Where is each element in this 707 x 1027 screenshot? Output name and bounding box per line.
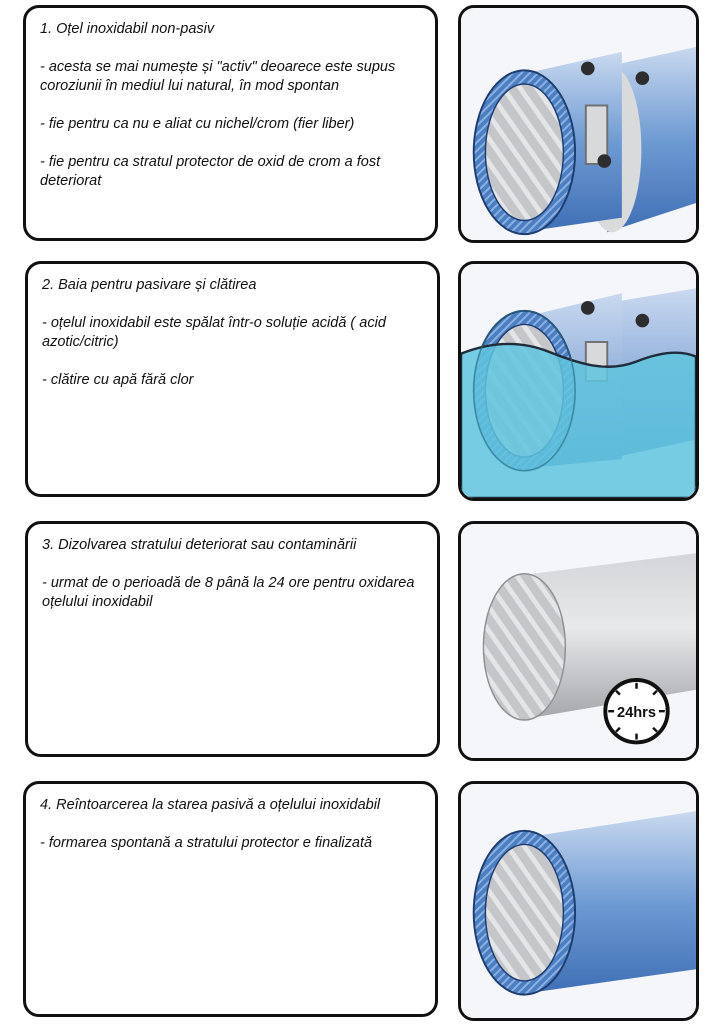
step-3-title: 3. Dizolvarea stratului deteriorat sau contaminării: [42, 537, 357, 553]
passivated-pipe-illustration: [461, 784, 696, 1018]
step-1-point-1: - acesta se mai numește și "activ" deoarece este supus coroziunii în mediul lui natural, în mod spontan: [40, 59, 396, 94]
step-1-text-card: [23, 5, 438, 241]
pipe-in-acid-bath-illustration: [461, 264, 696, 498]
step-3-illustration: [458, 521, 699, 761]
step-2-point-1: - oțelul inoxidabil este spălat într-o soluție acidă ( acid azotic/citric): [42, 315, 386, 350]
step-3-point-1: - urmat de o perioadă de 8 până la 24 ore pentru oxidarea oțelului inoxidabil: [42, 575, 415, 610]
step-4-text-card: [23, 781, 438, 1017]
corroded-pipe-illustration: [461, 8, 696, 240]
steel-rod-oxidation-illustration: [461, 524, 696, 758]
step-1-point-2: - fie pentru ca nu e aliat cu nichel/crom (fier liber): [40, 116, 355, 132]
step-1-point-3: - fie pentru ca stratul protector de oxid de crom a fost deteriorat: [40, 154, 381, 189]
step-2-point-2: - clătire cu apă fără clor: [42, 372, 194, 388]
step-4-point-1: - formarea spontană a stratului protector e finalizată: [40, 835, 373, 851]
step-2-text-card: [25, 261, 440, 497]
step-4-title: 4. Reîntoarcerea la starea pasivă a oțelului inoxidabil: [40, 797, 381, 813]
step-3-text-card: [25, 521, 440, 757]
step-1-title: 1. Oțel inoxidabil non-pasiv: [40, 21, 215, 37]
step-1-illustration: [458, 5, 699, 243]
step-2-illustration: [458, 261, 699, 501]
step-2-title: 2. Baia pentru pasivare și clătirea: [42, 277, 257, 293]
clock-label: 24hrs: [617, 705, 657, 722]
step-4-illustration: [458, 781, 699, 1021]
